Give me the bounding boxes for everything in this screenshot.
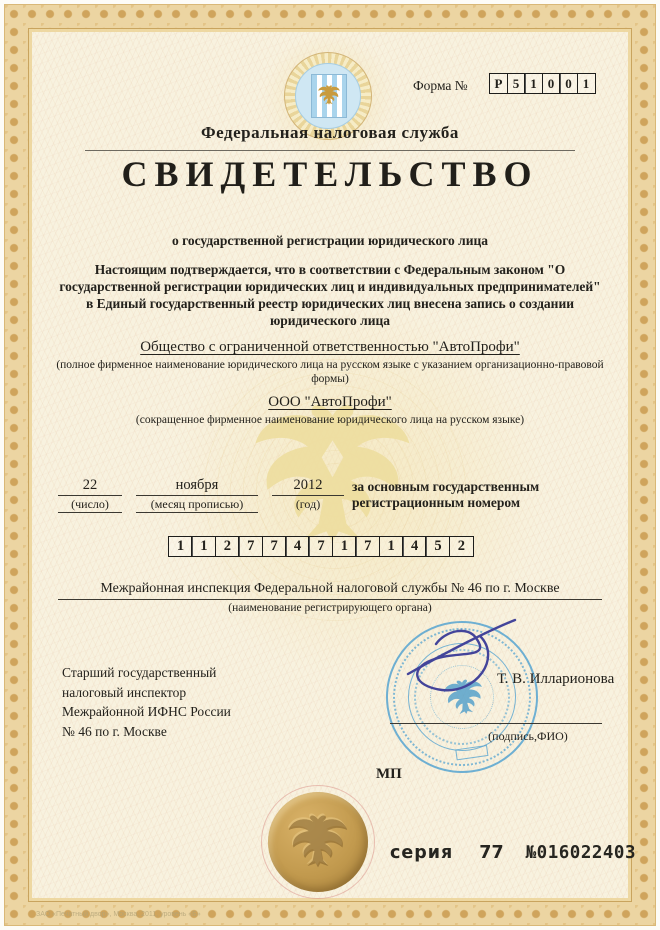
form-number-label: Форма №: [413, 78, 468, 93]
ogrn-digit-cell: 1: [332, 536, 357, 557]
ogrn-intro-text: за основным государственным регистрационным номером: [352, 479, 540, 510]
date-day-label: (число): [58, 496, 122, 513]
document-subtitle: о государственной регистрации юридического лица: [171, 233, 489, 248]
series-number-row: [390, 843, 636, 863]
ogrn-digit-cell: 2: [449, 536, 474, 557]
form-code-cell: 0: [559, 73, 578, 94]
ogrn-digit-cell: 4: [402, 536, 427, 557]
statement-paragraph: [40, 261, 620, 329]
signature-caption: (подпись,ФИО): [488, 729, 568, 743]
ogrn-digit-cell: 5: [425, 536, 450, 557]
certificate-number: №016022403: [525, 843, 636, 863]
officer-line: налоговый инспектор: [62, 684, 187, 700]
date-year-field: [272, 477, 344, 512]
form-code-cell: 5: [507, 73, 526, 94]
company-short-name: ООО "АвтоПрофи": [268, 394, 392, 410]
series-value: 77: [479, 843, 504, 863]
date-month-field: [136, 477, 258, 513]
form-code-cell: 1: [577, 73, 596, 94]
statement-line: Настоящим подтверждается, что в соответствии с Федеральным законом "О: [94, 262, 566, 277]
officer-line: Межрайонной ИФНС России: [62, 704, 231, 719]
officer-title-block: [62, 663, 231, 741]
date-month-value: ноября: [136, 477, 258, 496]
ogrn-digit-cell: 4: [285, 536, 310, 557]
agency-divider: [85, 150, 575, 151]
series-label: серия: [390, 843, 454, 863]
officer-line: № 46 по г. Москве: [62, 723, 167, 739]
document-title: СВИДЕТЕЛЬСТВО: [121, 154, 539, 194]
statement-line: юридического лица: [269, 313, 391, 328]
statement-line: государственной регистрации юридических лиц и индивидуальных предпринимателей": [59, 279, 601, 294]
registering-authority: Межрайонная инспекция Федеральной налоговой службы № 46 по г. Москве: [58, 581, 602, 600]
agency-name: Федеральная налоговая служба: [201, 123, 459, 142]
signature-line: [390, 723, 602, 724]
ogrn-digit-cell: 7: [355, 536, 380, 557]
registering-authority-caption: (наименование регистрирующего органа): [228, 602, 432, 614]
date-year-value: 2012: [272, 477, 344, 496]
ogrn-digit-cell: 1: [168, 536, 193, 557]
company-full-name: Общество с ограниченной ответственностью "АвтоПрофи": [140, 339, 520, 355]
handwritten-signature-icon: [380, 598, 610, 738]
full-name-caption: (полное фирменное наименование юридического лица на русском языке с указанием организационно-правовой формы): [56, 359, 604, 385]
form-code-cell: Р: [489, 73, 508, 94]
signatory-name: Т. В. Илларионова: [497, 671, 615, 687]
fns-emblem-eagle-icon: [316, 81, 342, 111]
short-name-caption: (сокращенное фирменное наименование юридического лица на русском языке): [135, 414, 525, 426]
embossed-gold-seal-icon: [268, 792, 368, 892]
form-code-cell: 1: [524, 73, 543, 94]
date-year-label: (год): [295, 497, 321, 511]
ogrn-digit-cell: 1: [191, 536, 216, 557]
officer-line: Старший государственный: [62, 665, 217, 680]
ogrn-digit-boxes: [168, 536, 474, 557]
form-code-boxes: [489, 73, 596, 94]
printer-note: ЗАО «Печатный двор», Москва, 2011, уровень «Б»: [36, 911, 201, 918]
ogrn-digit-cell: 7: [262, 536, 287, 557]
seal-placeholder-abbr: МП: [376, 766, 402, 782]
date-day-value: 22: [58, 477, 122, 496]
statement-line: в Единый государственный реестр юридических лиц внесена запись о создании: [85, 296, 575, 311]
fns-emblem-shield: [311, 74, 347, 118]
ogrn-digit-cell: 1: [379, 536, 404, 557]
ogrn-digit-cell: 2: [215, 536, 240, 557]
date-month-label: (месяц прописью): [136, 496, 258, 513]
ogrn-digit-cell: 7: [308, 536, 333, 557]
form-code-cell: 0: [542, 73, 561, 94]
date-day-field: [58, 477, 122, 513]
ogrn-digit-cell: 7: [238, 536, 263, 557]
